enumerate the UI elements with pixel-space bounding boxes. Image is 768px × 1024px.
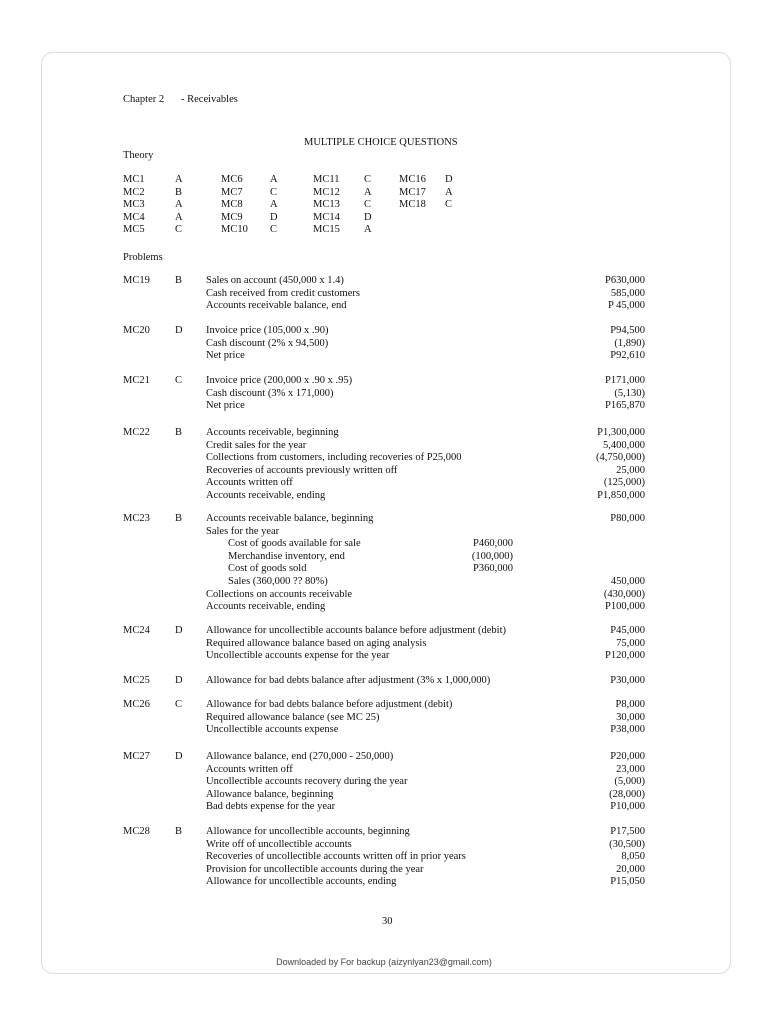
solution-line-description: Recoveries of accounts previously written off: [206, 464, 398, 476]
solution-line-amount: (30,500): [609, 838, 645, 850]
theory-answer: C: [364, 174, 372, 185]
solution-line-amount: 25,000: [616, 464, 645, 476]
problem-number: MC22: [123, 427, 150, 438]
theory-question-number: MC4: [123, 211, 145, 223]
solution-line-description: Sales for the year: [206, 525, 280, 537]
theory-answer: A: [175, 199, 183, 211]
problem-number: MC23: [123, 513, 150, 524]
solution-line-amount: P92,610: [610, 350, 645, 362]
theory-question-number: MC16: [399, 174, 426, 185]
theory-answer: D: [270, 211, 278, 223]
solution-line-description: Bad debts expense for the year: [206, 801, 336, 813]
solution-line-description: Provision for uncollectible accounts during the year: [206, 863, 424, 875]
theory-answer: C: [364, 199, 372, 211]
solution-line-description: Accounts written off: [206, 763, 293, 775]
download-footer: Downloaded by For backup (aizynlyan23@gmail.com): [276, 957, 492, 967]
solution-line-amount: P80,000: [610, 513, 645, 524]
solution-line-amount: P1,850,000: [597, 490, 645, 501]
theory-answer: A: [270, 174, 278, 185]
solution-line-amount: 8,050: [621, 851, 645, 863]
theory-question-number: MC3: [123, 199, 145, 211]
solution-line-amount: 5,400,000: [603, 439, 645, 451]
solution-line-description: Invoice price (200,000 x .90 x .95): [206, 375, 353, 386]
solution-line-description: Accounts receivable, ending: [206, 490, 326, 501]
problem-number: MC24: [123, 625, 150, 636]
solution-line-amount: P1,300,000: [597, 427, 645, 438]
solution-line-description: Allowance for uncollectible accounts, beginning: [206, 826, 410, 837]
solution-line-description: Net price: [206, 400, 245, 412]
solution-line-description: Cash discount (3% x 171,000): [206, 387, 334, 399]
solution-line-subamount: P460,000: [473, 538, 513, 550]
mcq-heading: MULTIPLE CHOICE QUESTIONS: [304, 137, 458, 148]
solution-line-description: Allowance balance, end (270,000 - 250,000): [206, 751, 394, 762]
theory-answer: A: [364, 186, 372, 198]
theory-question-number: MC15: [313, 224, 340, 236]
theory-answer: D: [445, 174, 453, 185]
theory-question-number: MC10: [221, 224, 248, 236]
chapter-title: - Receivables: [181, 94, 238, 105]
solution-line-amount: 450,000: [610, 576, 645, 587]
solution-line-amount: 23,000: [616, 763, 645, 775]
solution-line-description: Net price: [206, 350, 245, 362]
solution-line-description: Allowance for uncollectible accounts, ending: [206, 876, 397, 888]
page-number: 30: [382, 916, 393, 927]
solution-line-amount: P8,000: [615, 699, 645, 710]
problem-answer: B: [175, 275, 183, 286]
problem-answer: B: [175, 826, 183, 837]
theory-question-number: MC13: [313, 199, 340, 211]
theory-answer: C: [175, 224, 183, 236]
solution-line-amount: P30,000: [610, 675, 645, 686]
solution-line-amount: P165,870: [605, 400, 645, 412]
solution-line-description: Collections from customers, including recoveries of P25,000: [206, 452, 462, 464]
problem-answer: C: [175, 699, 183, 710]
chapter-label: Chapter 2: [123, 94, 165, 105]
problem-number: MC21: [123, 375, 150, 386]
solution-line-description: Cash received from credit customers: [206, 287, 360, 299]
solution-line-amount: (125,000): [603, 477, 645, 489]
solution-line-description: Cost of goods available for sale: [228, 538, 361, 550]
theory-question-number: MC5: [123, 224, 145, 236]
theory-answer: A: [270, 199, 278, 211]
problem-answer: B: [175, 427, 183, 438]
solution-line-amount: 20,000: [616, 863, 645, 875]
solution-line-description: Allowance for uncollectible accounts balance before adjustment (debit): [206, 625, 506, 636]
theory-answer: C: [270, 224, 278, 236]
solution-line-amount: P38,000: [610, 724, 645, 736]
solution-line-description: Recoveries of uncollectible accounts written off in prior years: [206, 851, 466, 863]
solution-line-amount: (1,890): [614, 337, 645, 349]
solution-line-amount: (4,750,000): [596, 452, 645, 464]
theory-answer: C: [270, 186, 278, 198]
solution-line-description: Allowance balance, beginning: [206, 788, 334, 800]
solution-line-description: Uncollectible accounts expense: [206, 724, 339, 736]
solution-line-amount: P171,000: [605, 375, 645, 386]
problem-number: MC25: [123, 675, 150, 686]
problem-number: MC28: [123, 826, 150, 837]
solution-line-amount: P 45,000: [608, 300, 645, 312]
theory-question-number: MC18: [399, 199, 426, 211]
solution-line-amount: P10,000: [610, 801, 645, 813]
solution-line-amount: 30,000: [616, 711, 645, 723]
problem-number: MC20: [123, 325, 150, 336]
solution-line-amount: (430,000): [603, 588, 645, 600]
solution-line-amount: P120,000: [605, 650, 645, 662]
problem-number: MC26: [123, 699, 150, 710]
problem-number: MC27: [123, 751, 150, 762]
theory-answer: C: [445, 199, 453, 211]
theory-question-number: MC8: [221, 199, 243, 211]
theory-answer: A: [445, 186, 453, 198]
solution-line-description: Sales (360,000 ?? 80%): [228, 576, 328, 587]
theory-heading: Theory: [123, 150, 154, 161]
solution-line-amount: P15,050: [610, 876, 645, 888]
theory-question-number: MC12: [313, 186, 340, 198]
theory-question-number: MC6: [221, 174, 243, 185]
solution-line-amount: P100,000: [605, 601, 645, 613]
solution-line-amount: 585,000: [610, 287, 645, 299]
solution-line-description: Allowance for bad debts balance before adjustment (debit): [206, 699, 453, 710]
solution-line-description: Cash discount (2% x 94,500): [206, 337, 329, 349]
solution-line-description: Required allowance balance (see MC 25): [206, 711, 380, 723]
solution-line-description: Collections on accounts receivable: [206, 588, 353, 600]
theory-question-number: MC11: [313, 174, 340, 185]
problem-number: MC19: [123, 275, 150, 286]
solution-line-description: Accounts receivable balance, beginning: [206, 513, 374, 524]
solution-line-amount: P45,000: [610, 625, 645, 636]
solution-line-description: Allowance for bad debts balance after adjustment (3% x 1,000,000): [206, 675, 491, 686]
problem-answer: D: [175, 325, 183, 336]
problem-answer: D: [175, 751, 183, 762]
solution-line-amount: P17,500: [610, 826, 645, 837]
solution-line-description: Accounts receivable, beginning: [206, 427, 339, 438]
theory-question-number: MC14: [313, 211, 340, 223]
solution-line-amount: (5,130): [614, 387, 645, 399]
theory-answer: D: [364, 211, 372, 223]
solution-line-amount: P630,000: [605, 275, 645, 286]
solution-line-amount: (28,000): [609, 788, 645, 800]
problem-answer: D: [175, 675, 183, 686]
solution-line-description: Accounts receivable, ending: [206, 601, 326, 613]
solution-line-description: Merchandise inventory, end: [228, 550, 345, 562]
problem-answer: C: [175, 375, 183, 386]
solution-line-amount: P20,000: [610, 751, 645, 762]
problems-heading: Problems: [123, 252, 163, 263]
theory-question-number: MC17: [399, 186, 426, 198]
solution-line-description: Accounts written off: [206, 477, 293, 489]
problem-answer: D: [175, 625, 183, 636]
solution-line-amount: P94,500: [610, 325, 645, 336]
problem-answer: B: [175, 513, 183, 524]
theory-answer: A: [175, 211, 183, 223]
solution-line-amount: (5,000): [614, 776, 645, 788]
solution-line-description: Invoice price (105,000 x .90): [206, 325, 329, 336]
solution-line-description: Required allowance balance based on aging analysis: [206, 637, 427, 649]
theory-question-number: MC1: [123, 174, 145, 185]
solution-line-description: Uncollectible accounts recovery during the year: [206, 776, 408, 788]
solution-line-description: Credit sales for the year: [206, 439, 307, 451]
solution-line-subamount: P360,000: [473, 563, 513, 575]
solution-line-subamount: (100,000): [471, 550, 513, 562]
theory-question-number: MC9: [221, 211, 243, 223]
solution-line-description: Sales on account (450,000 x 1.4): [206, 275, 344, 286]
solution-line-description: Cost of goods sold: [228, 563, 307, 575]
document-page: [41, 52, 731, 974]
solution-line-description: Accounts receivable balance, end: [206, 300, 347, 312]
theory-question-number: MC2: [123, 186, 145, 198]
theory-answer: B: [175, 186, 183, 198]
solution-line-description: Uncollectible accounts expense for the year: [206, 650, 390, 662]
theory-question-number: MC7: [221, 186, 243, 198]
solution-line-amount: 75,000: [616, 637, 645, 649]
theory-answer: A: [175, 174, 183, 185]
theory-answer: A: [364, 224, 372, 236]
solution-line-description: Write off of uncollectible accounts: [206, 838, 352, 850]
